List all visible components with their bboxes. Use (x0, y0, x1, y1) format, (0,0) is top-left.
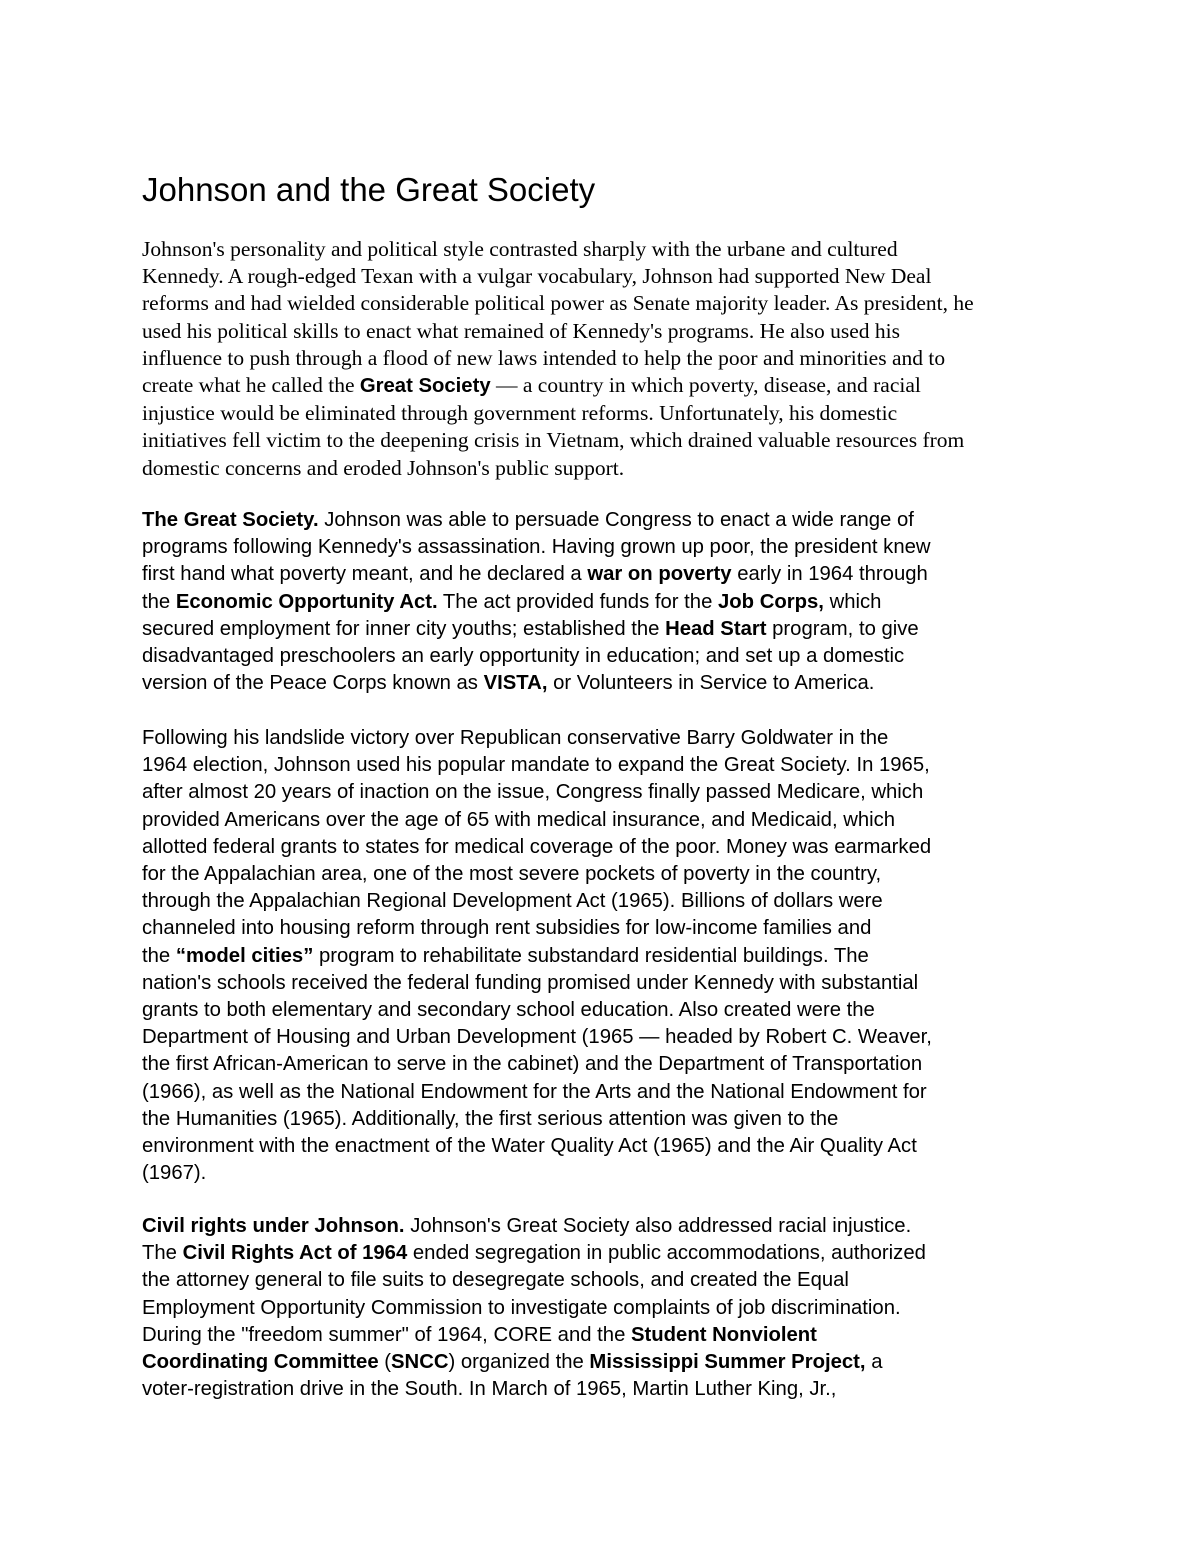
paragraph-text: Johnson's Great Society also addressed racial injustice. (404, 1215, 912, 1237)
paragraph-line (142, 1349, 926, 1376)
section-heading-great-society: The Great Society. (142, 509, 319, 531)
paragraph-line: environment with the enactment of the Water Quality Act (1965) and the Air Quality Act (142, 1135, 917, 1158)
paragraph-line (142, 507, 931, 534)
term-coordinating-committee: Coordinating Committee (142, 1351, 379, 1374)
term-job-corps: Job Corps, (718, 590, 824, 613)
paragraph-text: During the "freedom summer" of 1964, CORE and the (142, 1323, 631, 1346)
paragraph-text: ( (378, 1351, 392, 1374)
paragraph-line: Following his landslide victory over Republican conservative Barry Goldwater in the (142, 727, 889, 749)
paragraph-line (142, 1213, 926, 1240)
paragraph-text: version of the Peace Corps known as (142, 672, 484, 695)
paragraph-line: (1966), as well as the National Endowment for the Arts and the National Endowment for (142, 1080, 927, 1103)
paragraph-line: channeled into housing reform through rent subsidies for low-income families and (142, 917, 872, 940)
paragraph-text: program, to give (766, 617, 919, 640)
intro-text: — a country in which poverty, disease, and racial (490, 373, 921, 398)
paragraph-line: for the Appalachian area, one of the most severe pockets of poverty in the country, (142, 863, 882, 886)
intro-line: Johnson's personality and political style contrasted sharply with the urbane and cultured (142, 237, 898, 261)
term-head-start: Head Start (665, 617, 767, 640)
intro-line: influence to push through a flood of new laws intended to help the poor and minorities and to (142, 345, 946, 370)
civil-rights-paragraph (142, 1213, 926, 1403)
paragraph-text: Johnson was able to persuade Congress to enact a wide range of (318, 509, 914, 531)
intro-line: reforms and had wielded considerable political power as Senate majority leader. As president, he (142, 291, 974, 316)
term-economic-opportunity-act: Economic Opportunity Act. (175, 590, 438, 613)
paragraph-text: the (142, 944, 176, 967)
term-sncc: SNCC (391, 1351, 449, 1374)
great-society-paragraph (142, 507, 931, 697)
paragraph-line (142, 589, 931, 616)
paragraph-line (142, 1322, 926, 1349)
intro-line: Kennedy. A rough-edged Texan with a vulgar vocabulary, Johnson had supported New Deal (142, 264, 932, 289)
paragraph-line (142, 561, 931, 588)
paragraph-text: or Volunteers in Service to America. (547, 672, 875, 695)
paragraph-text: a (865, 1351, 883, 1374)
paragraph-line: programs following Kennedy's assassination. Having grown up poor, the president knew (142, 536, 931, 559)
paragraph-line: grants to both elementary and secondary school education. Also created were the (142, 999, 875, 1022)
term-vista: VISTA, (483, 672, 548, 695)
paragraph-line: Department of Housing and Urban Development (1965 — headed by Robert C. Weaver, (142, 1026, 932, 1049)
paragraph-line: disadvantaged preschoolers an early opportunity in education; and set up a domestic (142, 645, 905, 668)
paragraph-line (142, 943, 932, 970)
paragraph-text: early in 1964 through (731, 563, 928, 586)
paragraph-text: ended segregation in public accommodations, authorized (407, 1242, 926, 1265)
intro-line (142, 372, 974, 400)
paragraph-line: Employment Opportunity Commission to investigate complaints of job discrimination. (142, 1296, 901, 1319)
paragraph-text: first hand what poverty meant, and he declared a (142, 563, 588, 586)
term-student-nonviolent: Student Nonviolent (631, 1323, 817, 1346)
term-mississippi-summer-project: Mississippi Summer Project, (589, 1351, 866, 1374)
intro-line: initiatives fell victim to the deepening crisis in Vietnam, which drained valuable resources from (142, 428, 965, 453)
term-model-cities: “model cities” (175, 944, 314, 967)
paragraph-line: through the Appalachian Regional Development Act (1965). Billions of dollars were (142, 890, 883, 913)
paragraph-text: the (142, 590, 176, 613)
intro-paragraph (142, 236, 974, 482)
paragraph-line: allotted federal grants to states for medical coverage of the poor. Money was earmarked (142, 835, 932, 858)
paragraph-line: the attorney general to file suits to desegregate schools, and created the Equal (142, 1269, 849, 1292)
paragraph-text: secured employment for inner city youths; established the (142, 617, 666, 640)
term-great-society: Great Society (359, 375, 491, 398)
paragraph-line: voter-registration drive in the South. In March of 1965, Martin Luther King, Jr., (142, 1378, 837, 1401)
intro-line: injustice would be eliminated through government reforms. Unfortunately, his domestic (142, 401, 898, 426)
paragraph-text: The (142, 1242, 183, 1265)
term-war-on-poverty: war on poverty (587, 563, 732, 586)
page-title: Johnson and the Great Society (142, 171, 596, 208)
intro-line: domestic concerns and eroded Johnson's public support. (142, 455, 625, 480)
paragraph-line: (1967). (142, 1162, 207, 1185)
paragraph-line: the first African-American to serve in the cabinet) and the Department of Transportation (142, 1053, 923, 1076)
paragraph-text: which (823, 590, 882, 613)
intro-text: create what he called the (142, 373, 360, 398)
paragraph-line: provided Americans over the age of 65 with medical insurance, and Medicaid, which (142, 808, 896, 831)
paragraph-text: ) organized the (448, 1351, 590, 1374)
intro-line: used his political skills to enact what remained of Kennedy's programs. He also used his (142, 318, 901, 343)
paragraph-line (142, 670, 931, 697)
paragraph-text: The act provided funds for the (437, 590, 718, 613)
paragraph-line: nation's schools received the federal funding promised under Kennedy with substantial (142, 971, 919, 994)
paragraph-line (142, 616, 931, 643)
landslide-paragraph (142, 725, 932, 1187)
paragraph-line: after almost 20 years of inaction on the issue, Congress finally passed Medicare, which (142, 781, 924, 804)
section-heading-civil-rights: Civil rights under Johnson. (142, 1215, 405, 1237)
paragraph-text: program to rehabilitate substandard residential buildings. The (313, 944, 869, 967)
term-civil-rights-act: Civil Rights Act of 1964 (182, 1242, 408, 1265)
paragraph-line (142, 1240, 926, 1267)
paragraph-line: the Humanities (1965). Additionally, the first serious attention was given to the (142, 1107, 839, 1130)
paragraph-line: 1964 election, Johnson used his popular mandate to expand the Great Society. In 1965, (142, 754, 930, 777)
